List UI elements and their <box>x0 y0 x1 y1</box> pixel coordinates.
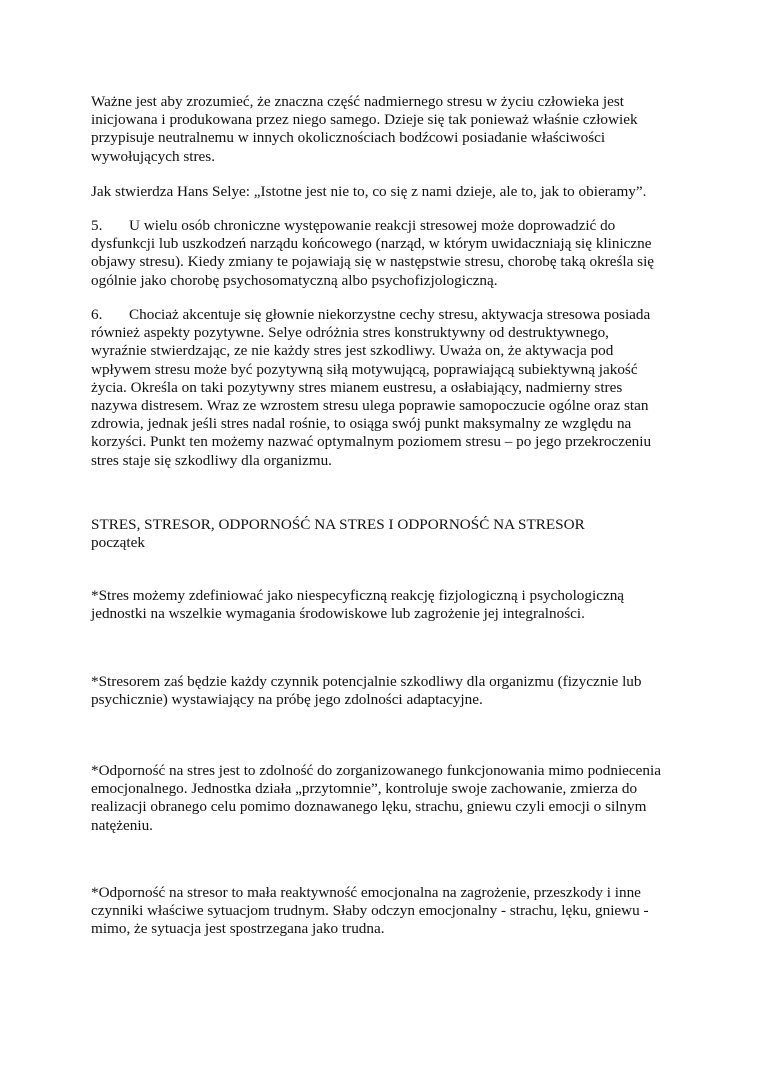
text-line: jednostki na wszelkie wymagania środowiskowe lub zagrożenie jej integralności. <box>91 605 585 623</box>
text-line: *Stres możemy zdefiniować jako niespecyficzną reakcję fizjologiczną i psychologiczną <box>91 587 625 604</box>
point-number: 5. <box>91 217 103 234</box>
heading-subtitle: początek <box>91 534 145 552</box>
text-line: stres staje się szkodliwy dla organizmu. <box>91 451 332 469</box>
text-line: życia. Określa on taki pozytywny stres mianem eustresu, a osłabiający, nadmierny stres <box>91 378 623 396</box>
text-line: objawy stresu). Kiedy zmiany te pojawiają się w następstwie stresu, chorobę taką określa się <box>91 253 655 271</box>
text-line: dysfunkcji lub uszkodzeń narządu końcowego (narząd, w którym uwidaczniają się kliniczne <box>91 235 652 253</box>
text-line: emocjonalnego. Jednostka działa „przytomnie”, kontroluje swoje zachowanie, zmierza do <box>91 780 638 798</box>
definition-odpornosc-na-stresor <box>91 884 676 939</box>
intro-paragraph <box>91 93 676 166</box>
heading-title: STRES, STRESOR, ODPORNOŚĆ NA STRES I ODPORNOŚĆ NA STRESOR <box>91 516 585 533</box>
text-line: Jak stwierdza Hans Selye: „Istotne jest nie to, co się z nami dzieje, ale to, jak to obieramy”. <box>91 183 647 200</box>
text-line <box>91 217 676 235</box>
text-line: zdrowia, jednak jeśli stres nadal rośnie, to osiąga swój punkt maksymalny ze względu na <box>91 415 632 433</box>
text-line: *Stresorem zaś będzie każdy czynnik potencjalnie szkodliwy dla organizmu (fizycznie lub <box>91 673 642 690</box>
selye-quote <box>91 183 676 201</box>
definition-odpornosc-na-stres <box>91 762 676 835</box>
text-line: wywołujących stres. <box>91 147 215 165</box>
text-line: Ważne jest aby zrozumieć, że znaczna część nadmiernego stresu w życiu człowieka jest <box>91 93 625 110</box>
text-line: Chociaż akcentuje się głownie niekorzystne cechy stresu, aktywacja stresowa posiada <box>129 306 651 323</box>
point-5-paragraph <box>91 217 676 290</box>
text-line: U wielu osób chroniczne występowanie reakcji stresowej może doprowadzić do <box>129 217 616 234</box>
text-line: również aspekty pozytywne. Selye odróżnia stres konstruktywny od destruktywnego, <box>91 324 609 342</box>
text-line: *Odporność na stres jest to zdolność do zorganizowanego funkcjonowania mimo podniecenia <box>91 762 661 779</box>
text-line: wyraźnie stwierdzając, ze nie każdy stres jest szkodliwy. Uważa on, że aktywacja pod <box>91 342 614 360</box>
text-line: czynniki właściwe sytuacjom trudnym. Słaby odczyn emocjonalny - strachu, lęku, gniewu - <box>91 902 649 920</box>
text-line: psychicznie) wystawiający na próbę jego zdolności adaptacyjne. <box>91 691 483 709</box>
text-line: nazywa distresem. Wraz ze wzrostem stresu ulega poprawie samopoczucie ogólne oraz stan <box>91 397 649 415</box>
text-line <box>91 306 676 324</box>
section-heading <box>91 516 676 552</box>
text-line: inicjowana i produkowana przez niego samego. Dzieje się tak ponieważ właśnie człowiek <box>91 111 638 129</box>
text-line: natężeniu. <box>91 816 153 834</box>
text-line: korzyści. Punkt ten możemy nazwać optymalnym poziomem stresu – po jego przekroczeniu <box>91 433 652 451</box>
point-number: 6. <box>91 306 103 323</box>
text-line: mimo, że sytuacja jest spostrzegana jako trudna. <box>91 920 385 938</box>
point-6-paragraph <box>91 306 676 470</box>
text-line: realizacji obranego celu pomimo doznawanego lęku, strachu, gniewu czyli emocji o silnym <box>91 798 647 816</box>
text-line: ogólnie jako chorobę psychosomatyczną albo psychofizjologiczną. <box>91 271 498 289</box>
text-line: przypisuje neutralnemu w innych okolicznościach bodźcowi posiadanie właściwości <box>91 129 606 147</box>
definition-stresor <box>91 673 676 709</box>
text-line: *Odporność na stresor to mała reaktywność emocjonalna na zagrożenie, przeszkody i inne <box>91 884 641 901</box>
definition-stres <box>91 587 676 623</box>
text-line: wpływem stresu może być pozytywną siłą motywującą, poprawiającą subiektywną jakość <box>91 360 638 378</box>
